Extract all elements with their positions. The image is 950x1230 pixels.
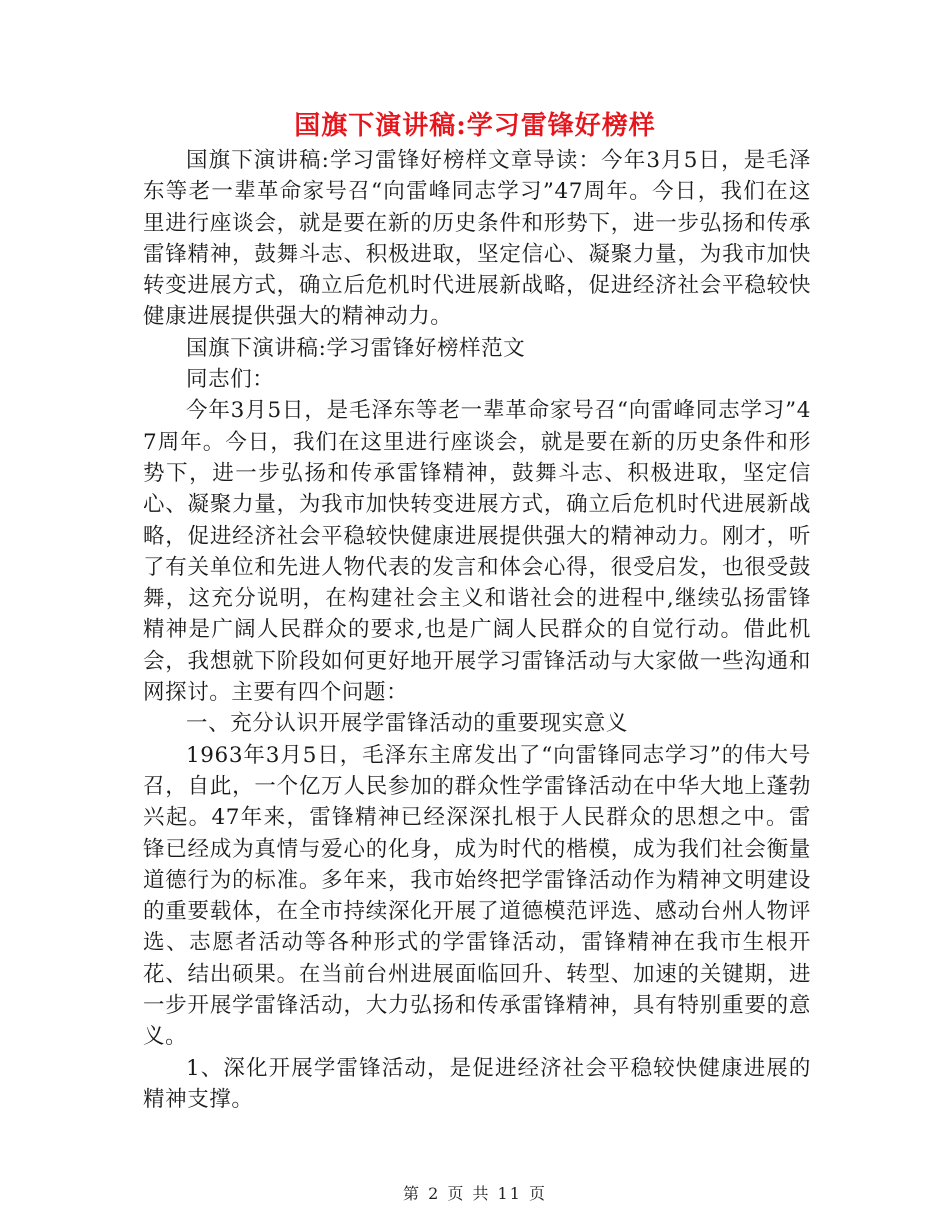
paragraph-salutation: 同志们： <box>186 367 275 393</box>
paragraph-history: 1963年3月5日，毛泽东主席发出了“向雷锋同志学习”的伟大号召，自此，一个亿万人民参加的群众性学雷锋活动在中华大地上蓬勃兴起。47年来，雷锋精神已经深深扎根于人民群众的思想之中。雷锋已经成为真情与爱心的化身，成为时代的楷模，成为我们社会衡量道德行为的标准。多年来，我市始终把学雷锋活动作为精神文明建设的重要载体，在全市持续深化开展了道德模范评选、感动台州人物评选、志愿者活动等各种形式的学雷锋活动，雷锋精神在我市生根开花、结出硕果。在当前台州进展面临回升、转型、加速的关键期，进一步开展学雷锋活动，大力弘扬和传承雷锋精神，具有特别重要的意义。 <box>143 742 811 1050</box>
paragraph-opening: 今年3月5日，是毛泽东等老一辈革命家号召“向雷峰同志学习”47周年。今日，我们在这里进行座谈会，就是要在新的历史条件和形势下，进一步弘扬和传承雷锋精神，鼓舞斗志、积极进取，坚定信心、凝聚力量，为我市加快转变进展方式，确立后危机时代进展新战略，促进经济社会平稳较快健康进展提供强大的精神动力。刚才，听了有关单位和先进人物代表的发言和体会心得，很受启发，也很受鼓舞，这充分说明，在构建社会主义和谐社会的进程中,继续弘扬雷锋精神是广阔人民群众的要求,也是广阔人民群众的自觉行动。借此机会，我想就下阶段如何更好地开展学习雷锋活动与大家做一些沟通和网探讨。主要有四个问题： <box>143 398 811 706</box>
paragraph-section-heading: 一、充分认识开展学雷锋活动的重要现实意义 <box>186 711 629 737</box>
paragraph-point-one: 1、深化开展学雷锋活动，是促进经济社会平稳较快健康进展的精神支撑。 <box>143 1055 811 1112</box>
paragraph-intro: 国旗下演讲稿:学习雷锋好榜样文章导读：今年3月5日，是毛泽东等老一辈革命家号召“向雷峰同志学习”47周年。今日，我们在这里进行座谈会，就是要在新的历史条件和形势下，进一步弘扬和传承雷锋精神，鼓舞斗志、积极进取，坚定信心、凝聚力量，为我市加快转变进展方式，确立后危机时代进展新战略，促进经济社会平稳较快健康进展提供强大的精神动力。 <box>143 148 811 330</box>
document-body <box>143 145 811 1115</box>
page-number-footer: 第 2 页 共 11 页 <box>403 1184 547 1203</box>
paragraph-subtitle: 国旗下演讲稿:学习雷锋好榜样范文 <box>186 335 526 361</box>
document-title: 国旗下演讲稿:学习雷锋好榜样 <box>294 111 656 141</box>
